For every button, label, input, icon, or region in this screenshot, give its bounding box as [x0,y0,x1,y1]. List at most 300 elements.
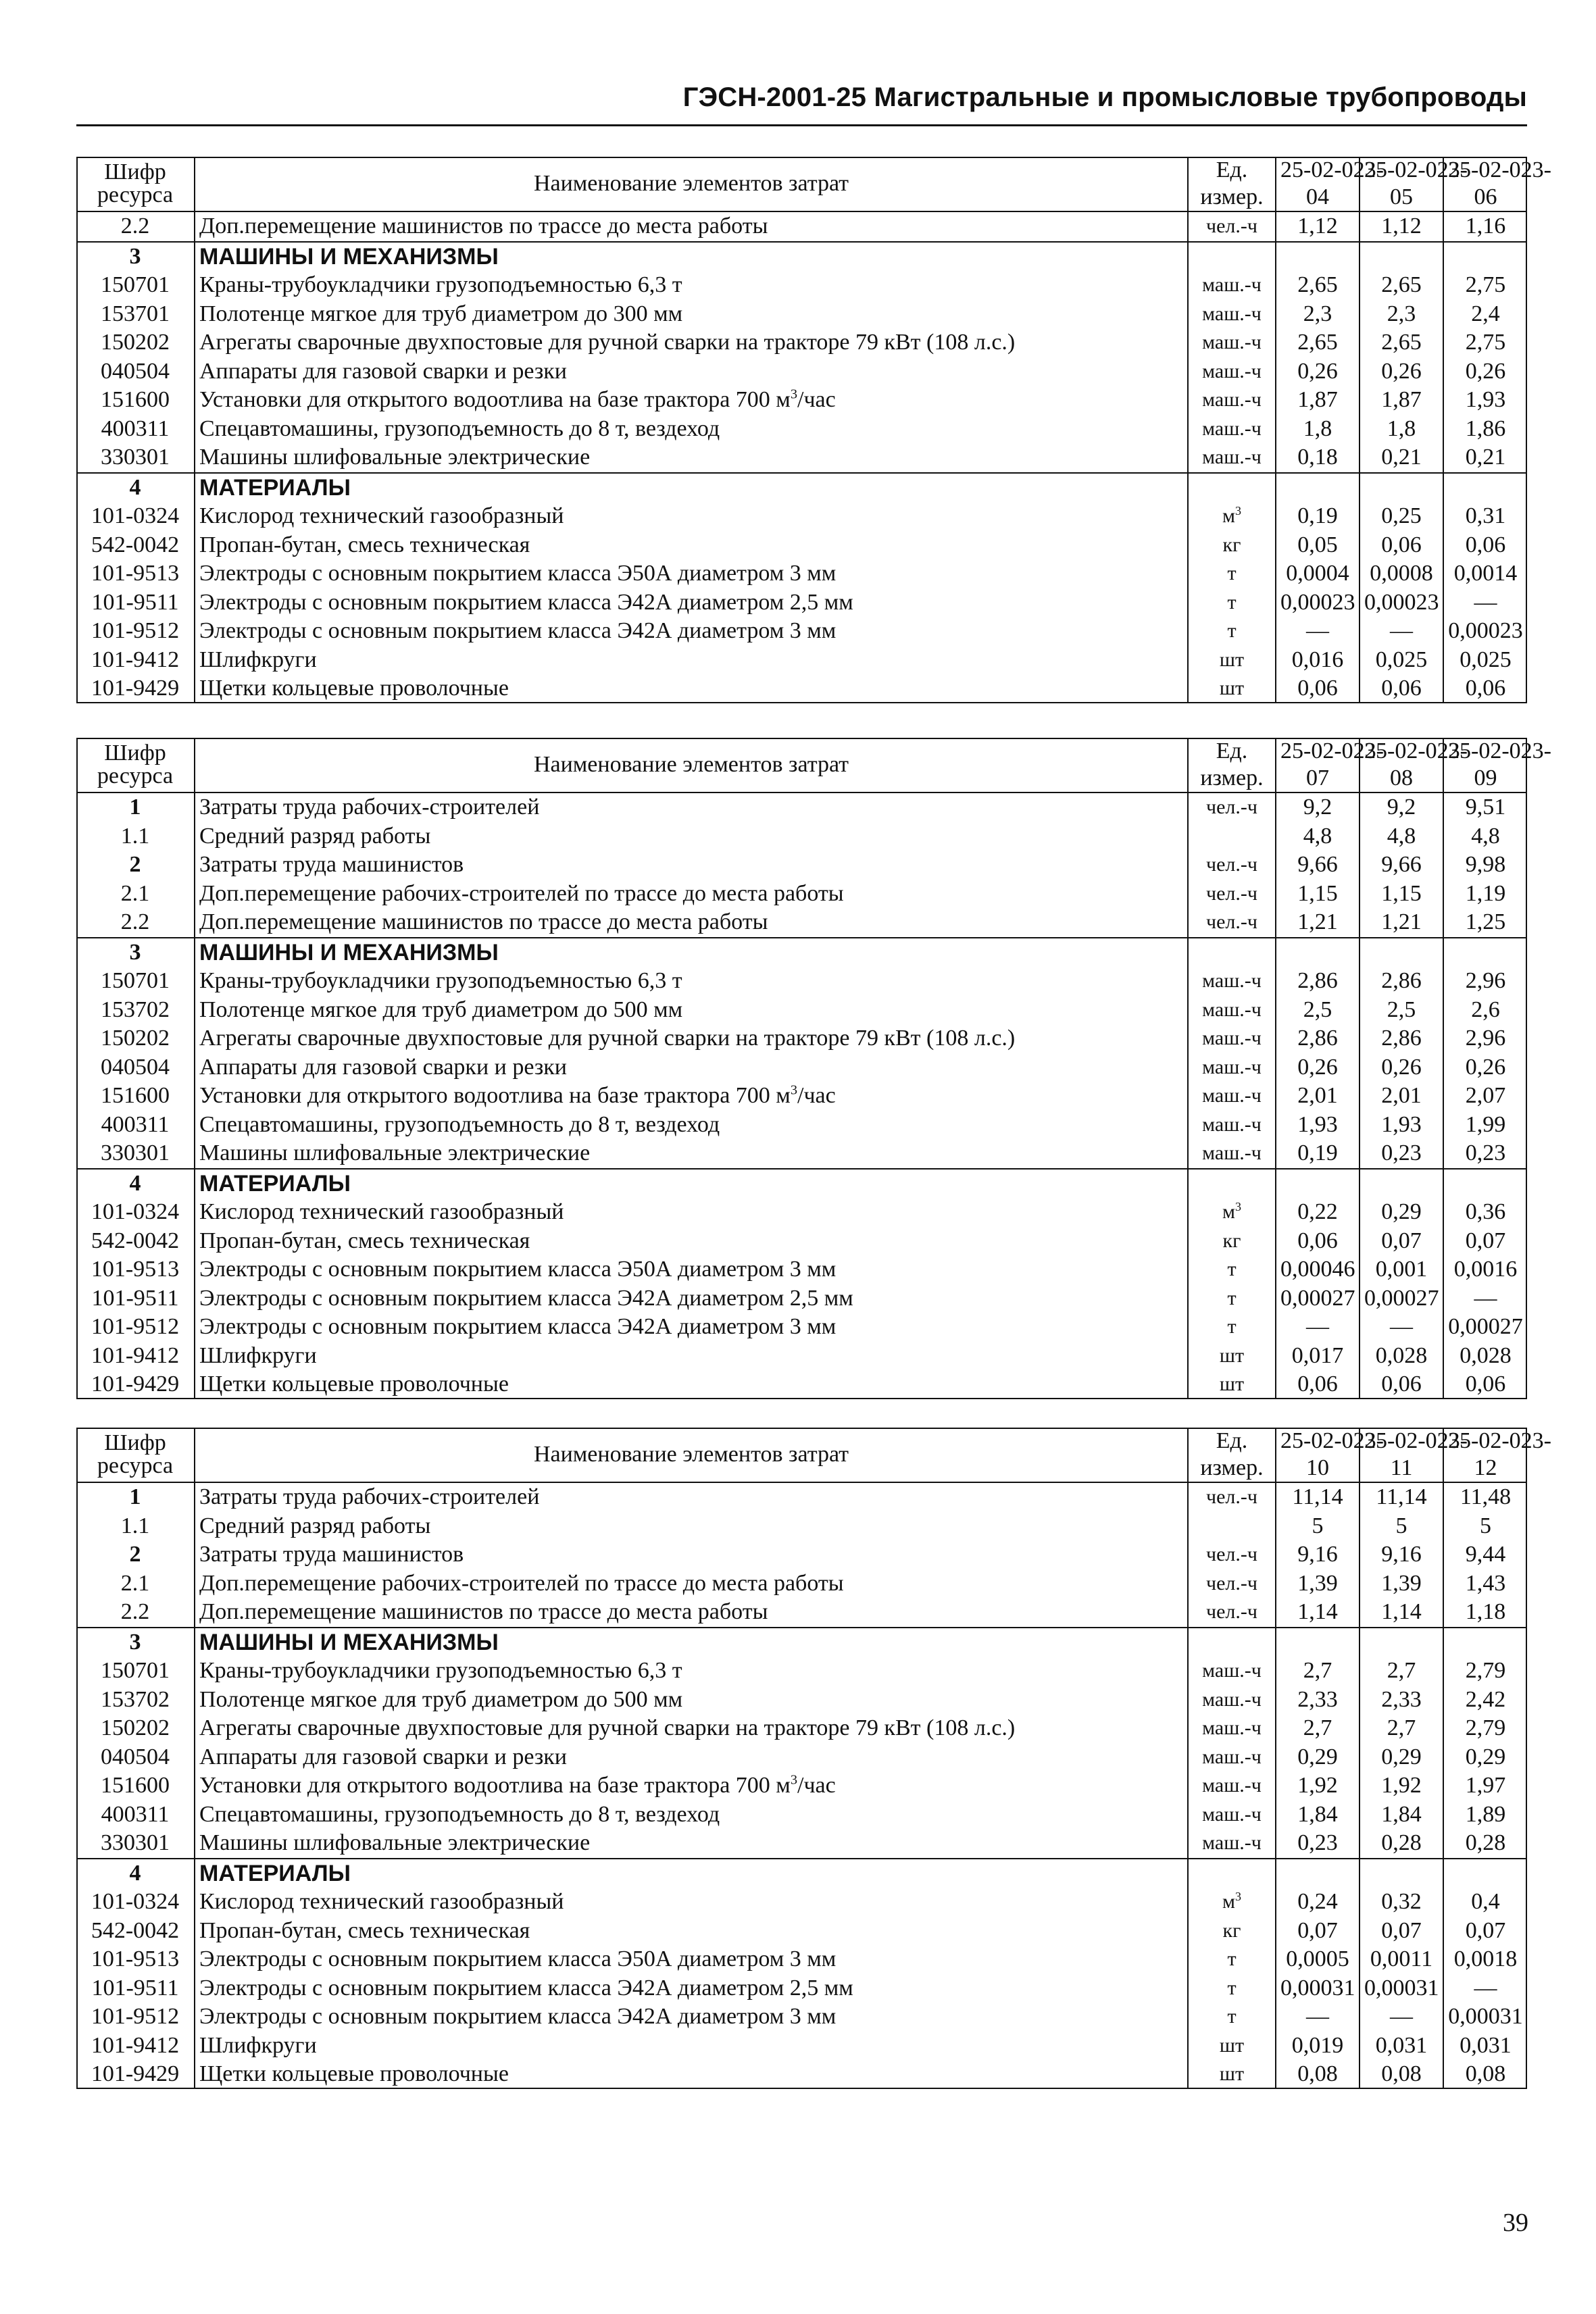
norm-value: 2,7 [1276,1714,1360,1743]
unit-of-measure: маш.-ч [1202,1717,1262,1740]
resource-name: Затраты труда рабочих-строителей [195,1482,1188,1512]
header-name: Наименование элементов затрат [195,1428,1188,1482]
norm-value: 0,001 [1360,1255,1443,1284]
resource-name: Аппараты для газовой сварки и резки [195,357,1188,386]
norm-value: 1,15 [1276,880,1360,909]
norm-value: 1,12 [1360,211,1443,242]
header-norm-code: 06 [1443,184,1527,211]
unit-of-measure: $м^3$ [1222,1200,1241,1224]
norm-value: 0,29 [1360,1198,1443,1227]
header-norm-code: 25-02-023- [1276,157,1360,184]
resource-name: Машины шлифовальные электрические [195,1829,1188,1859]
header-norm-code: 05 [1360,184,1443,211]
resource-name: Установки для открытого водоотлива на базе трактора 700 $м^3$/час [195,1771,1188,1801]
unit-of-measure: маш.-ч [1202,302,1262,325]
norm-value: 2,65 [1360,271,1443,300]
norm-value: 1,86 [1443,415,1527,444]
section-title: МАТЕРИАЛЫ [195,1859,1188,1888]
resource-name: Шлифкруги [195,646,1188,675]
page-number: 39 [1503,2209,1528,2237]
resource-name: Шлифкруги [195,1342,1188,1371]
resource-code: 040504 [76,1053,195,1082]
resource-code: 150202 [76,328,195,357]
unit-of-measure: шт [1219,2034,1245,2057]
unit-of-measure: кг [1222,1919,1241,1942]
resource-code: 150202 [76,1024,195,1053]
norm-value: 9,2 [1360,793,1443,822]
norm-value: 11,14 [1360,1482,1443,1512]
unit-of-measure: шт [1219,677,1245,700]
norm-value: 0,07 [1443,1917,1527,1946]
norm-value: — [1360,617,1443,646]
resource-code: 153702 [76,1686,195,1715]
resource-name: Доп.перемещение машинистов по трассе до места работы [195,1598,1188,1628]
norm-value: 0,00023 [1360,588,1443,618]
norm-value: 2,01 [1360,1082,1443,1111]
resource-code: 330301 [76,1829,195,1859]
norm-value: 0,06 [1443,1370,1527,1399]
norm-value: 0,29 [1360,1743,1443,1772]
norm-value: 0,019 [1276,2032,1360,2061]
norm-value: 0,07 [1443,1227,1527,1256]
resource-code: 101-9512 [76,2003,195,2032]
resource-name: Машины шлифовальные электрические [195,443,1188,473]
resource-code: 151600 [76,1082,195,1111]
resource-code: 101-9512 [76,617,195,646]
norm-value: 2,7 [1360,1714,1443,1743]
resource-code: 2.1 [76,880,195,909]
resource-name: Доп.перемещение машинистов по трассе до места работы [195,908,1188,938]
resource-code: 101-0324 [76,1888,195,1917]
norm-value: 2,79 [1443,1714,1527,1743]
resource-name: Шлифкруги [195,2032,1188,2061]
resource-name: Щетки кольцевые проволочные [195,1370,1188,1399]
resource-code: 101-9511 [76,1284,195,1313]
unit-of-measure: чел.-ч [1206,796,1257,819]
norm-value: 2,7 [1276,1657,1360,1686]
norm-value: 0,00046 [1276,1255,1360,1284]
header-norm-code: 10 [1276,1455,1360,1482]
norm-value: 2,3 [1360,300,1443,329]
norm-value: 0,017 [1276,1342,1360,1371]
resource-code: 101-9513 [76,1945,195,1974]
norm-value: 0,23 [1360,1139,1443,1169]
norm-value: 0,28 [1360,1829,1443,1859]
norm-value: 0,24 [1276,1888,1360,1917]
resource-code: 101-9429 [76,1370,195,1399]
resource-code: 101-9429 [76,2060,195,2089]
norm-value: 5 [1360,1512,1443,1541]
norm-value: 0,07 [1360,1227,1443,1256]
resource-name: Кислород технический газообразный [195,502,1188,531]
header-unit: Ед. [1216,1428,1248,1453]
unit-of-measure: маш.-ч [1202,998,1262,1021]
resource-name: Электроды с основным покрытием класса Э42А диаметром 2,5 мм [195,1974,1188,2003]
norm-value: 2,6 [1443,996,1527,1025]
norm-value: 0,06 [1276,1227,1360,1256]
norm-value: 1,43 [1443,1569,1527,1599]
unit-of-measure: маш.-ч [1202,970,1262,992]
norm-value: — [1443,1284,1527,1313]
norm-value: 1,16 [1443,211,1527,242]
unit-of-measure: кг [1222,533,1241,556]
norm-value: 9,2 [1276,793,1360,822]
resource-code: 150701 [76,271,195,300]
norm-value: 0,05 [1276,531,1360,560]
unit-of-measure: маш.-ч [1202,1774,1262,1797]
resource-name: Спецавтомашины, грузоподъемность до 8 т, вездеход [195,1111,1188,1140]
norm-value: 1,97 [1443,1771,1527,1801]
unit-of-measure: $м^3$ [1222,504,1241,528]
resource-code: 400311 [76,1801,195,1830]
norm-value: 0,0011 [1360,1945,1443,1974]
resource-code: 2.1 [76,1569,195,1599]
norm-value: 0,0018 [1443,1945,1527,1974]
resource-name: Спецавтомашины, грузоподъемность до 8 т, вездеход [195,415,1188,444]
resource-name: Затраты труда машинистов [195,1540,1188,1569]
unit-of-measure: маш.-ч [1202,1027,1262,1050]
norm-value: 1,8 [1276,415,1360,444]
section-title: МАШИНЫ И МЕХАНИЗМЫ [195,242,1188,272]
norm-value: 0,25 [1360,502,1443,531]
unit-of-measure: маш.-ч [1202,1659,1262,1682]
resource-code: 3 [76,242,195,272]
resource-name: Установки для открытого водоотлива на базе трактора 700 $м^3$/час [195,1082,1188,1111]
resource-name: Электроды с основным покрытием класса Э50А диаметром 3 мм [195,1255,1188,1284]
norm-value: 9,66 [1276,851,1360,880]
resource-code: 542-0042 [76,1917,195,1946]
resource-code: 1.1 [76,1512,195,1541]
norm-value: 0,29 [1276,1743,1360,1772]
resource-name: Средний разряд работы [195,1512,1188,1541]
norm-value: 0,08 [1443,2060,1527,2089]
header-norm-code: 12 [1443,1455,1527,1482]
resource-code: 153701 [76,300,195,329]
resource-code: 040504 [76,357,195,386]
norm-value: 0,00031 [1443,2003,1527,2032]
resource-code: 101-9513 [76,559,195,588]
header-name: Наименование элементов затрат [195,157,1188,211]
resource-name: Доп.перемещение рабочих-строителей по трассе до места работы [195,1569,1188,1599]
norm-value: 0,0008 [1360,559,1443,588]
resource-code: 542-0042 [76,531,195,560]
norm-value: 1,15 [1360,880,1443,909]
norm-value: 2,65 [1276,271,1360,300]
unit-of-measure: маш.-ч [1202,1084,1262,1107]
resource-name: Пропан-бутан, смесь техническая [195,1917,1188,1946]
resource-code: 400311 [76,1111,195,1140]
unit-of-measure: шт [1219,2063,1245,2086]
resource-code: 101-9412 [76,2032,195,2061]
resource-code: 2.2 [76,908,195,938]
norm-value: 4,8 [1360,822,1443,851]
norm-value: 0,06 [1360,1370,1443,1399]
resource-name: Пропан-бутан, смесь техническая [195,531,1188,560]
norm-value: 2,33 [1360,1686,1443,1715]
norm-value: 1,12 [1276,211,1360,242]
header-norm-code: 07 [1276,765,1360,793]
norm-value: 0,0005 [1276,1945,1360,1974]
resource-name: Аппараты для газовой сварки и резки [195,1053,1188,1082]
unit-of-measure: маш.-ч [1202,446,1262,469]
resource-code: 101-0324 [76,502,195,531]
norm-value: 0,00027 [1443,1313,1527,1342]
unit-of-measure: $м^3$ [1222,1890,1241,1913]
norm-value: 9,44 [1443,1540,1527,1569]
norm-value: 5 [1276,1512,1360,1541]
resource-code: 330301 [76,443,195,473]
resource-code: 1.1 [76,822,195,851]
norm-value: 1,89 [1443,1801,1527,1830]
norm-value: 1,92 [1360,1771,1443,1801]
norm-value: 1,99 [1443,1111,1527,1140]
header-norm-code: 25-02-023- [1443,157,1527,184]
norm-value: 0,07 [1360,1917,1443,1946]
resource-code: 1 [76,793,195,822]
resource-name: Краны-трубоукладчики грузоподъемностью 6,3 т [195,967,1188,996]
norm-value: 0,00023 [1443,617,1527,646]
norm-value: 9,66 [1360,851,1443,880]
norm-value: 2,86 [1276,1024,1360,1053]
unit-of-measure: т [1227,1315,1237,1338]
norm-value: 1,93 [1276,1111,1360,1140]
resource-code: 101-9412 [76,1342,195,1371]
norm-value: 0,4 [1443,1888,1527,1917]
header-norm-code: 08 [1360,765,1443,793]
resource-code: 400311 [76,415,195,444]
header-norm-code: 09 [1443,765,1527,793]
resource-code: 101-9511 [76,588,195,618]
resource-name: Машины шлифовальные электрические [195,1139,1188,1169]
header-unit: измер. [1188,1455,1276,1482]
norm-value: 2,33 [1276,1686,1360,1715]
unit-of-measure: маш.-ч [1202,1832,1262,1855]
norm-value: 1,39 [1276,1569,1360,1599]
norm-value: 2,4 [1443,300,1527,329]
unit-of-measure: чел.-ч [1206,1571,1257,1594]
norm-value: 0,025 [1360,646,1443,675]
resource-code: 2.2 [76,1598,195,1628]
section-title: МАШИНЫ И МЕХАНИЗМЫ [195,938,1188,967]
unit-of-measure: маш.-ч [1202,1142,1262,1165]
unit-of-measure: т [1227,562,1237,585]
resource-code: 1 [76,1482,195,1512]
resource-code: 3 [76,1628,195,1657]
norm-value: 4,8 [1276,822,1360,851]
unit-of-measure: т [1227,1258,1237,1281]
norm-value: 1,84 [1276,1801,1360,1830]
norm-value: 9,98 [1443,851,1527,880]
resource-code: 101-9429 [76,674,195,703]
norm-value: 0,06 [1276,674,1360,703]
norm-value: 2,3 [1276,300,1360,329]
norm-value: 0,00031 [1276,1974,1360,2003]
header-norm-code: 04 [1276,184,1360,211]
header-code: Шифр ресурса [76,157,195,211]
norm-value: 0,025 [1443,646,1527,675]
unit-of-measure: маш.-ч [1202,1113,1262,1136]
resource-name: Полотенце мягкое для труб диаметром до 500 мм [195,1686,1188,1715]
resource-name: Электроды с основным покрытием класса Э42А диаметром 3 мм [195,1313,1188,1342]
resource-name: Полотенце мягкое для труб диаметром до 300 мм [195,300,1188,329]
norm-value: 1,87 [1276,386,1360,415]
norm-value: 1,39 [1360,1569,1443,1599]
resource-code: 101-9512 [76,1313,195,1342]
resource-code: 101-0324 [76,1198,195,1227]
norm-value: 0,031 [1443,2032,1527,2061]
unit-of-measure: чел.-ч [1206,911,1257,934]
norm-value: 0,00023 [1276,588,1360,618]
unit-of-measure: маш.-ч [1202,388,1262,411]
unit-of-measure: маш.-ч [1202,417,1262,440]
norm-value: 0,06 [1276,1370,1360,1399]
norm-value: 9,16 [1360,1540,1443,1569]
unit-of-measure: т [1227,2005,1237,2028]
unit-of-measure: шт [1219,1344,1245,1367]
norm-value: 2,79 [1443,1657,1527,1686]
norm-value: 0,08 [1360,2060,1443,2089]
header-unit: Ед. [1216,157,1248,182]
norm-value: 1,87 [1360,386,1443,415]
norm-value: 2,96 [1443,1024,1527,1053]
norm-value: 11,48 [1443,1482,1527,1512]
resource-name: Кислород технический газообразный [195,1888,1188,1917]
header-norm-code: 25-02-023- [1443,1428,1527,1455]
unit-of-measure: шт [1219,648,1245,671]
resource-code: 2 [76,1540,195,1569]
norm-value: 1,21 [1360,908,1443,938]
resource-code: 330301 [76,1139,195,1169]
table-frame [76,738,1527,1399]
unit-of-measure: чел.-ч [1206,853,1257,876]
header-unit: измер. [1188,184,1276,211]
unit-of-measure: т [1227,1948,1237,1971]
resource-name: Доп.перемещение машинистов по трассе до места работы [195,211,1188,242]
norm-value: 9,51 [1443,793,1527,822]
header-unit: измер. [1188,765,1276,793]
norm-value: 2,86 [1276,967,1360,996]
norm-value: 0,26 [1276,357,1360,386]
norm-value: 1,8 [1360,415,1443,444]
norm-value: 11,14 [1276,1482,1360,1512]
unit-of-measure: кг [1222,1229,1241,1252]
norm-value: 0,06 [1443,674,1527,703]
resource-name: Спецавтомашины, грузоподъемность до 8 т, вездеход [195,1801,1188,1830]
unit-of-measure: т [1227,590,1237,613]
norm-value: 5 [1443,1512,1527,1541]
norm-value: 0,016 [1276,646,1360,675]
unit-of-measure: чел.-ч [1206,882,1257,905]
norm-value: 0,00031 [1360,1974,1443,2003]
resource-code: 101-9412 [76,646,195,675]
norm-value: 0,26 [1360,1053,1443,1082]
section-title: МАШИНЫ И МЕХАНИЗМЫ [195,1628,1188,1657]
norm-value: 0,36 [1443,1198,1527,1227]
norm-value: 0,07 [1276,1917,1360,1946]
resource-name: Электроды с основным покрытием класса Э42А диаметром 3 мм [195,2003,1188,2032]
norm-value: 0,21 [1360,443,1443,473]
unit-of-measure: маш.-ч [1202,331,1262,354]
unit-of-measure: маш.-ч [1202,359,1262,382]
norm-value: 2,7 [1360,1657,1443,1686]
norm-value: 0,00027 [1360,1284,1443,1313]
norm-value: — [1276,2003,1360,2032]
unit-of-measure: маш.-ч [1202,1803,1262,1826]
resource-code: 151600 [76,386,195,415]
section-title: МАТЕРИАЛЫ [195,473,1188,503]
norm-value: 9,16 [1276,1540,1360,1569]
resource-name: Полотенце мягкое для труб диаметром до 500 мм [195,996,1188,1025]
norm-value: 2,65 [1276,328,1360,357]
resource-name: Краны-трубоукладчики грузоподъемностью 6,3 т [195,1657,1188,1686]
unit-of-measure: чел.-ч [1206,1486,1257,1509]
resource-code: 153702 [76,996,195,1025]
norm-value: 2,5 [1276,996,1360,1025]
header-name: Наименование элементов затрат [195,738,1188,793]
unit-of-measure: маш.-ч [1202,1688,1262,1711]
resource-name: Агрегаты сварочные двухпостовые для ручной сварки на тракторе 79 кВт (108 л.с.) [195,328,1188,357]
norm-value: — [1360,1313,1443,1342]
norm-value: — [1360,2003,1443,2032]
norm-value: 0,32 [1360,1888,1443,1917]
norm-value: 2,86 [1360,1024,1443,1053]
resource-code: 2.2 [76,211,195,242]
norm-value: 0,0014 [1443,559,1527,588]
header-code: Шифр ресурса [76,1428,195,1482]
norm-value: 0,0004 [1276,559,1360,588]
norm-value: — [1276,1313,1360,1342]
norm-value: 4,8 [1443,822,1527,851]
norm-value: 2,96 [1443,967,1527,996]
resource-name: Электроды с основным покрытием класса Э50А диаметром 3 мм [195,1945,1188,1974]
resource-name: Агрегаты сварочные двухпостовые для ручной сварки на тракторе 79 кВт (108 л.с.) [195,1714,1188,1743]
norm-value: 0,23 [1276,1829,1360,1859]
header-norm-code: 25-02-023- [1276,738,1360,765]
resource-name: Краны-трубоукладчики грузоподъемностью 6,3 т [195,271,1188,300]
norm-value: 2,75 [1443,328,1527,357]
norm-value: 0,26 [1360,357,1443,386]
norm-value: 0,26 [1443,1053,1527,1082]
norm-value: 0,031 [1360,2032,1443,2061]
norm-value: 0,23 [1443,1139,1527,1169]
unit-of-measure: маш.-ч [1202,1745,1262,1768]
resource-code: 3 [76,938,195,967]
resource-name: Доп.перемещение рабочих-строителей по трассе до места работы [195,880,1188,909]
norm-value: 0,08 [1276,2060,1360,2089]
norm-value: 1,93 [1443,386,1527,415]
norm-value: 0,028 [1443,1342,1527,1371]
norm-value: 0,29 [1443,1743,1527,1772]
resource-name: Щетки кольцевые проволочные [195,2060,1188,2089]
resource-name: Аппараты для газовой сварки и резки [195,1743,1188,1772]
norm-value: 2,5 [1360,996,1443,1025]
norm-value: 0,18 [1276,443,1360,473]
norm-value: 0,028 [1360,1342,1443,1371]
norm-value: 1,84 [1360,1801,1443,1830]
resource-code: 101-9513 [76,1255,195,1284]
unit-of-measure: т [1227,1976,1237,1999]
resource-code: 2 [76,851,195,880]
resource-name: Электроды с основным покрытием класса Э50А диаметром 3 мм [195,559,1188,588]
unit-of-measure: маш.-ч [1202,1055,1262,1078]
header-norm-code: 25-02-023- [1360,1428,1443,1455]
norm-value: 2,75 [1443,271,1527,300]
resource-name: Затраты труда машинистов [195,851,1188,880]
unit-of-measure: чел.-ч [1206,1601,1257,1624]
resource-code: 040504 [76,1743,195,1772]
resource-code: 542-0042 [76,1227,195,1256]
resource-code: 4 [76,473,195,503]
